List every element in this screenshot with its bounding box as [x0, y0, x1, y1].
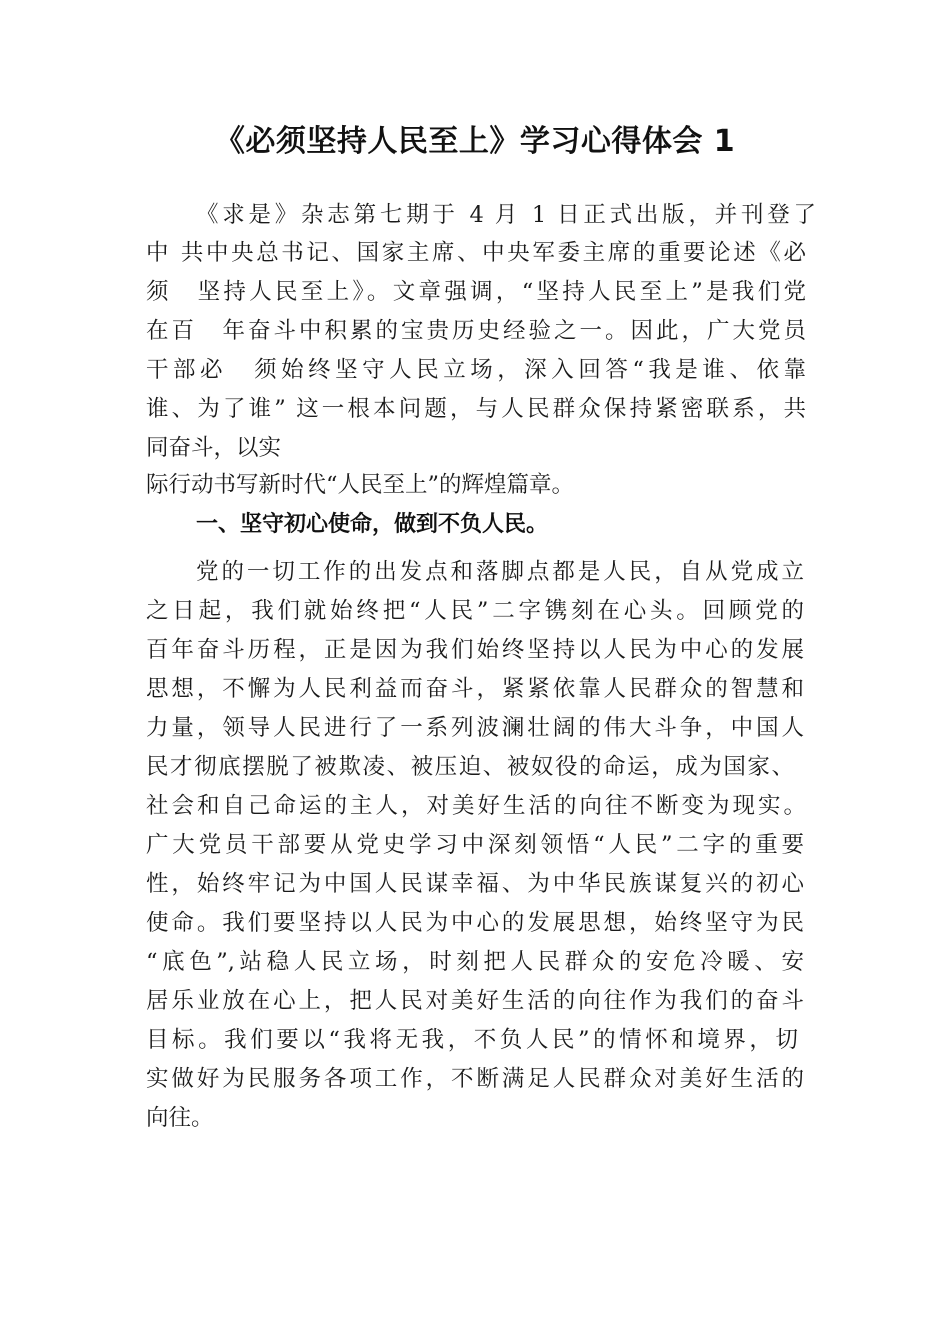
- paragraph-line: 实做好为民服务各项工作，不断满足人民群众对美好生活的: [146, 1066, 804, 1092]
- paragraph-line: 力量，领导人民进行了一系列波澜壮阔的伟大斗争，中国人: [146, 715, 804, 741]
- paragraph-line: 居乐业放在心上，把人民对美好生活的向往作为我们的奋斗: [146, 988, 804, 1014]
- paragraph-line: 百年奋斗历程，正是因为我们始终坚持以人民为中心的发展: [146, 637, 804, 663]
- paragraph-line: 之日起，我们就始终把“人民”二字镌刻在心头。回顾党的: [146, 598, 804, 624]
- paragraph-line: 在百 年奋斗中积累的宝贵历史经验之一。因此，广大党员: [146, 318, 806, 344]
- paragraph-line: 际行动书写新时代“人民至上”的辉煌篇章。: [146, 472, 575, 498]
- paragraph-line: 干部必 须始终坚守人民立场，深入回答“我是谁、依靠: [146, 357, 806, 383]
- section-heading: 一、坚守初心使命，做到不负人民。: [196, 512, 549, 537]
- paragraph-line: 须 坚持人民至上》。文章强调，“坚持人民至上”是我们党: [146, 279, 806, 305]
- paragraph-line: 思想，不懈为人民利益而奋斗，紧紧依靠人民群众的智慧和: [146, 676, 804, 702]
- paragraph-line: “底色”,站稳人民立场，时刻把人民群众的安危冷暖、安: [146, 949, 804, 975]
- paragraph-line: 使命。我们要坚持以人民为中心的发展思想，始终坚守为民: [146, 910, 804, 936]
- paragraph-line: 谁、为了谁” 这一根本问题，与人民群众保持紧密联系，共: [146, 396, 806, 422]
- paragraph-line: 中 共中央总书记、国家主席、中央军委主席的重要论述《必: [146, 240, 806, 266]
- paragraph-line: 同奋斗，以实: [146, 435, 282, 461]
- paragraph-line: 向往。: [146, 1105, 214, 1131]
- document-title: 《必须坚持人民至上》学习心得体会 1: [214, 124, 736, 159]
- paragraph-line: 民才彻底摆脱了被欺凌、被压迫、被奴役的命运，成为国家、: [146, 754, 794, 780]
- paragraph-line: 社会和自己命运的主人，对美好生活的向往不断变为现实。: [146, 793, 806, 819]
- paragraph-line: 《求是》杂志第七期于 4 月 1 日正式出版，并刊登了: [196, 202, 816, 228]
- paragraph-line: 党的一切工作的出发点和落脚点都是人民，自从党成立: [196, 559, 804, 585]
- paragraph-line: 广大党员干部要从党史学习中深刻领悟“人民”二字的重要: [146, 832, 804, 858]
- paragraph-line: 性，始终牢记为中国人民谋幸福、为中华民族谋复兴的初心: [146, 871, 804, 897]
- paragraph-line: 目标。我们要以“我将无我，不负人民”的情怀和境界，切: [146, 1027, 798, 1053]
